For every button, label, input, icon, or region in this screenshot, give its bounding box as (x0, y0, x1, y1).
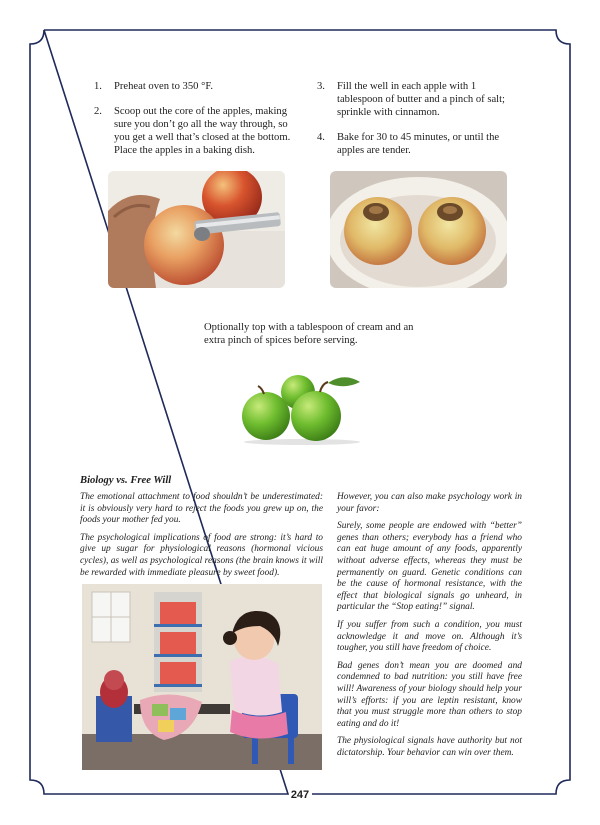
step-text: Fill the well in each apple with 1 tablespoon of butter and a pinch of salt; sprinkle with cinnamon. (337, 81, 505, 118)
paragraph: However, you can also make psychology work in your favor: (337, 492, 522, 514)
recipe-steps-right (315, 80, 515, 169)
text-column-right (337, 492, 522, 765)
photo-baked-apples (330, 171, 507, 288)
photo-coring-apple (108, 171, 285, 288)
step-number: 2. (94, 106, 102, 117)
green-apples-illustration (236, 374, 366, 446)
paragraph: The physiological signals have authority but not dictatorship. Your behavior can win over them. (337, 736, 522, 758)
serving-tip: Optionally top with a tablespoon of cream and an extra pinch of spices before serving. (204, 322, 414, 346)
step-item (92, 105, 297, 157)
step-text: Preheat oven to 350 °F. (114, 81, 214, 92)
text-column-left (80, 492, 323, 585)
paragraph: The emotional attachment to food shouldn’t be underestimated: it is obviously very hard to reject the foods you grew up on, the foods your mother fed you. (80, 492, 323, 526)
paragraph: The psychological implications of food are strong: it’s hard to give up sugar for physiological reasons (hormonal vicious cycles), as well as psychological reasons (the brain knows it will be rewarded with immediate pleasure by sweet food). (80, 532, 323, 578)
step-number: 3. (317, 81, 325, 92)
paragraph: If you suffer from such a condition, you must acknowledge it and move on. Although it’s tougher, you still have freedom of choice. (337, 619, 522, 654)
photo-child-playing (82, 584, 322, 770)
step-item (315, 80, 515, 119)
step-item (315, 131, 515, 157)
recipe-steps-left (92, 80, 297, 169)
page-number: 247 (290, 789, 310, 801)
step-item (92, 80, 297, 93)
paragraph: Bad genes don’t mean you are doomed and condemned to bad nutrition: you still have free will! Awareness of your biology should help your will’s efforts: if you are leptin resistant, know that you must struggle more than others to stop eating and do it! (337, 660, 522, 729)
step-text: Bake for 30 to 45 minutes, or until the apples are tender. (337, 132, 500, 156)
step-number: 1. (94, 81, 102, 92)
paragraph: Surely, some people are endowed with “better” genes than others; everybody has a friend who can eat huge amount of any foods, apparently without adverse effects, whereas they must be permanently on guard. Genetic conditions can be the cause of hormonal resistance, with the effect that biological signals go unheard, in particular the “Stop eating!” signal. (337, 521, 522, 613)
step-number: 4. (317, 132, 325, 143)
step-text: Scoop out the core of the apples, making sure you don’t go all the way through, so you get a well that’s closed at the bottom. Place the apples in a baking dish. (114, 106, 291, 156)
section-heading: Biology vs. Free Will (80, 475, 172, 486)
